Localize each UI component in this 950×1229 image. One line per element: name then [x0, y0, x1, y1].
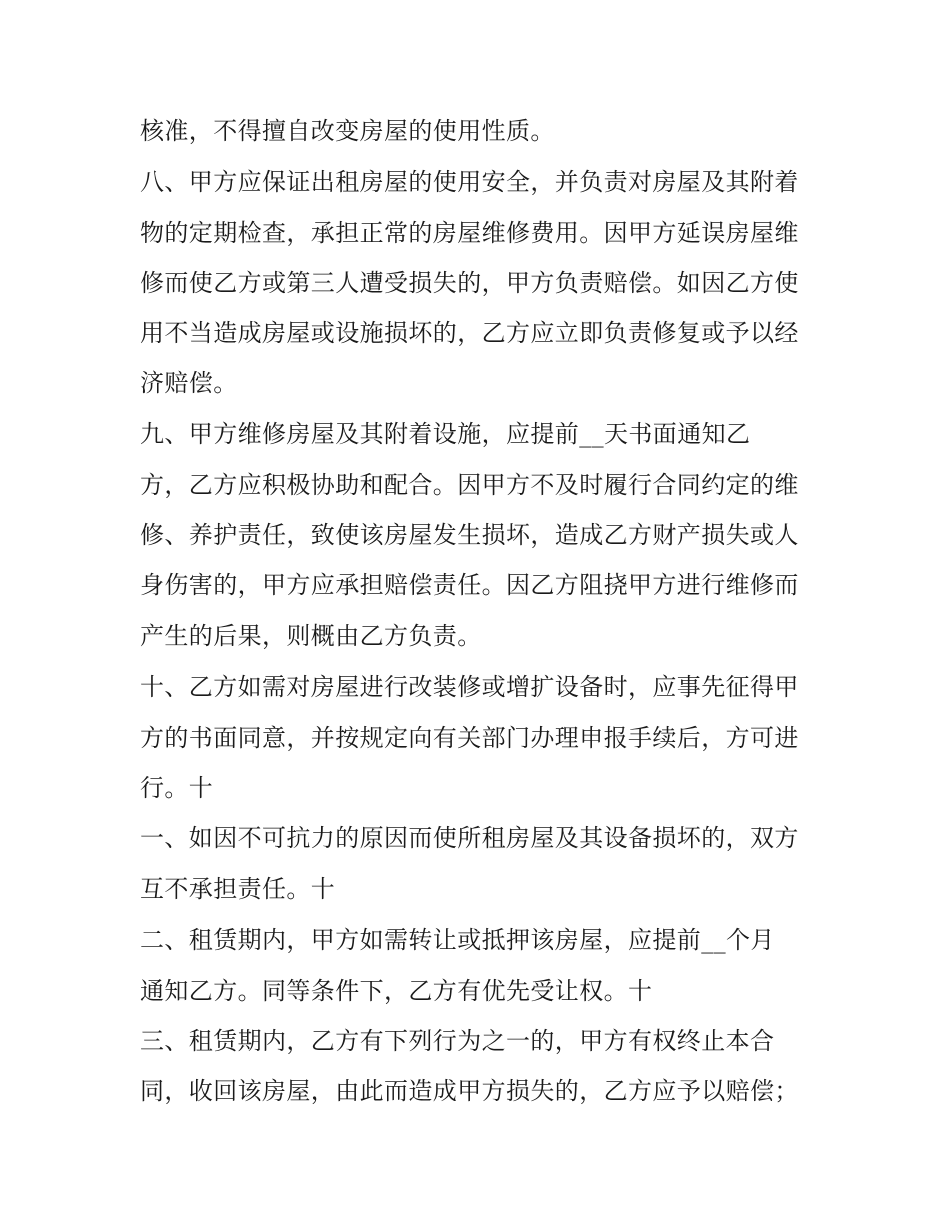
- text-line: 济赔偿。: [140, 369, 238, 397]
- text-line: 修、养护责任，致使该房屋发生损坏，造成乙方财产损失或人: [140, 521, 799, 549]
- text-line: 一、如因不可抗力的原因而使所租房屋及其设备损坏的，双方: [140, 824, 799, 852]
- text-line: 产生的后果，则概由乙方负责。: [140, 622, 482, 650]
- text-line: 八、甲方应保证出租房屋的使用安全，并负责对房屋及其附着: [140, 168, 799, 196]
- text-line: 方，乙方应积极协助和配合。因甲方不及时履行合同约定的维: [140, 471, 799, 499]
- text-line: 同，收回该房屋，由此而造成甲方损失的，乙方应予以赔偿；: [140, 1077, 799, 1105]
- text-line: 三、租赁期内，乙方有下列行为之一的，甲方有权终止本合: [140, 1027, 775, 1055]
- text-line: 方的书面同意，并按规定向有关部门办理申报手续后，方可进: [140, 724, 799, 752]
- text-line: 核准，不得擅自改变房屋的使用性质。: [140, 117, 555, 145]
- text-line: 用不当造成房屋或设施损坏的，乙方应立即负责修复或予以经: [140, 319, 799, 347]
- text-line: 物的定期检查，承担正常的房屋维修费用。因甲方延误房屋维: [140, 219, 799, 247]
- text-line: 二、租赁期内，甲方如需转让或抵押该房屋，应提前__个月: [140, 926, 775, 954]
- text-line: 身伤害的，甲方应承担赔偿责任。因乙方阻挠甲方进行维修而: [140, 571, 799, 599]
- text-line: 通知乙方。同等条件下，乙方有优先受让权。十: [140, 977, 653, 1005]
- text-line: 修而使乙方或第三人遭受损失的，甲方负责赔偿。如因乙方使: [140, 269, 799, 297]
- text-line: 互不承担责任。十: [140, 875, 336, 903]
- text-line: 十、乙方如需对房屋进行改装修或增扩设备时，应事先征得甲: [140, 673, 799, 701]
- text-line: 行。十: [140, 774, 214, 802]
- text-line: 九、甲方维修房屋及其附着设施，应提前__天书面通知乙: [140, 420, 751, 448]
